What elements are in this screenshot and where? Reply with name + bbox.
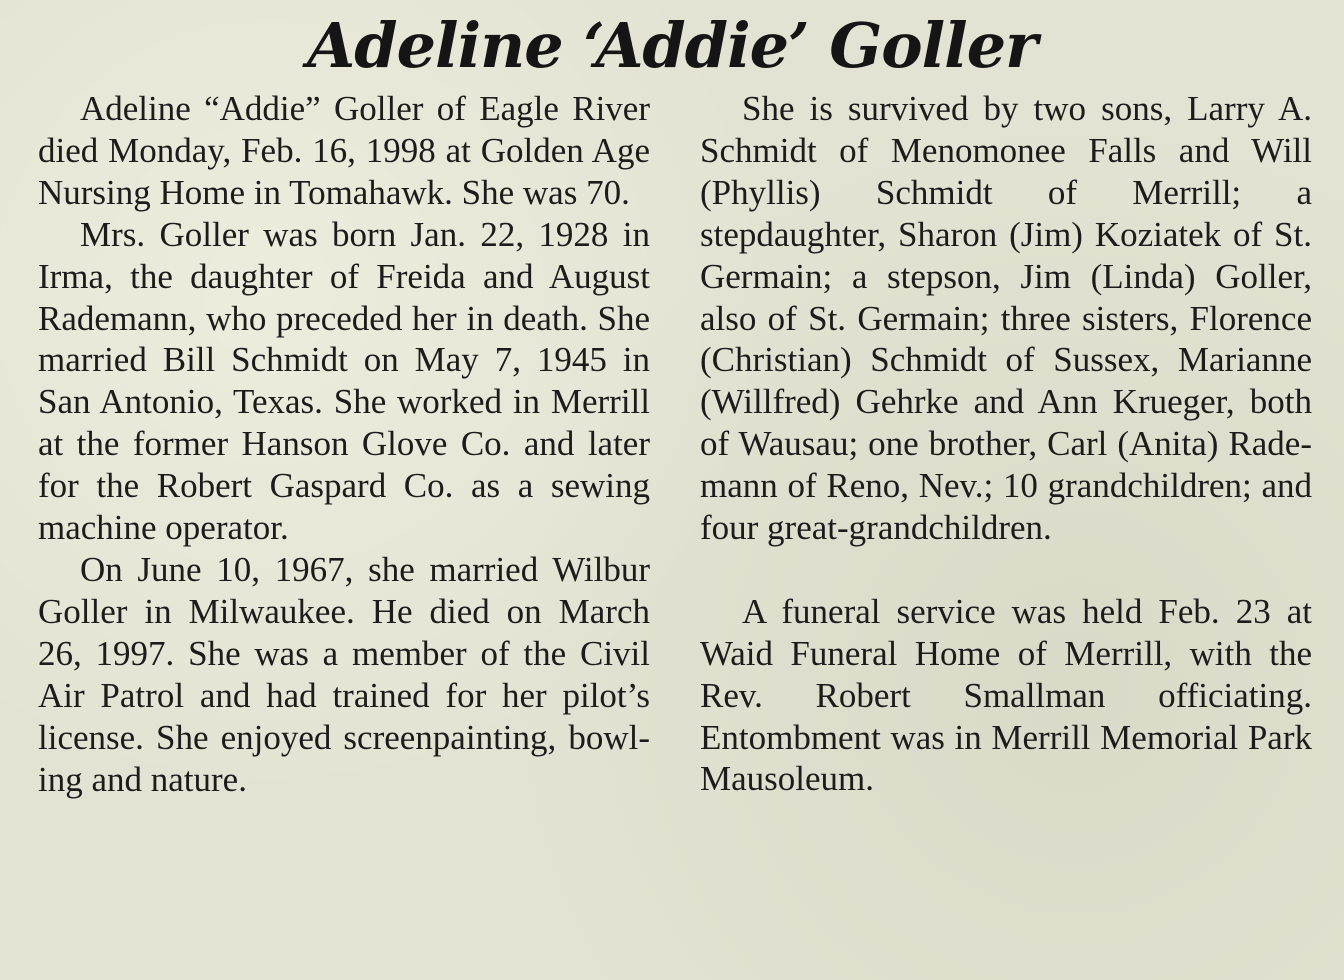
paragraph-second-marriage: On June 10, 1967, she married Wilbur Goller in Milwaukee. He died on March 26, 1997. She was a member of the Civil Air Patrol and had trained for her pilot’s license. She enjoyed screenpainting, bowling and nature. — [38, 549, 650, 799]
paragraph-death-notice: Adeline “Addie” Goller of Eagle River died Monday, Feb. 16, 1998 at Golden Age Nursing Home in Tomahawk. She was 70. — [38, 89, 650, 212]
paragraph-funeral-service: A funeral service was held Feb. 23 at Waid Funeral Home of Merrill, with the Rev. Robert Smallman officiating. Entombment was in Merrill Memorial Park Mausoleum. — [700, 591, 1312, 799]
right-column — [700, 88, 1312, 800]
left-column — [38, 88, 650, 800]
paragraph-survivors: She is survived by two sons, Larry A. Schmidt of Menomonee Falls and Will (Phyllis) Schmidt of Merrill; a stepdaughter, Sharon (Jim) Koziatek of St. Germain; a stepson, Jim (Linda) Goller, also of St. Germain; three sisters, Florence (Christian) Schmidt of Sussex, Marianne (Willfred) Gehrke and Ann Krueger, both of Wausau; one brother, Carl (Anita) Rademann of Reno, Nev.; 10 grandchildren; and four great-grandchildren. — [700, 89, 1312, 548]
paragraph-early-life: Mrs. Goller was born Jan. 22, 1928 in Irma, the daughter of Freida and August Rademann, who preceded her in death. She married Bill Schmidt on May 7, 1945 in San Antonio, Texas. She worked in Merrill at the former Hanson Glove Co. and later for the Robert Gaspard Co. as a sewing machine operator. — [38, 214, 650, 548]
obituary-headline: Adeline ‘Addie’ Goller — [307, 9, 1037, 82]
